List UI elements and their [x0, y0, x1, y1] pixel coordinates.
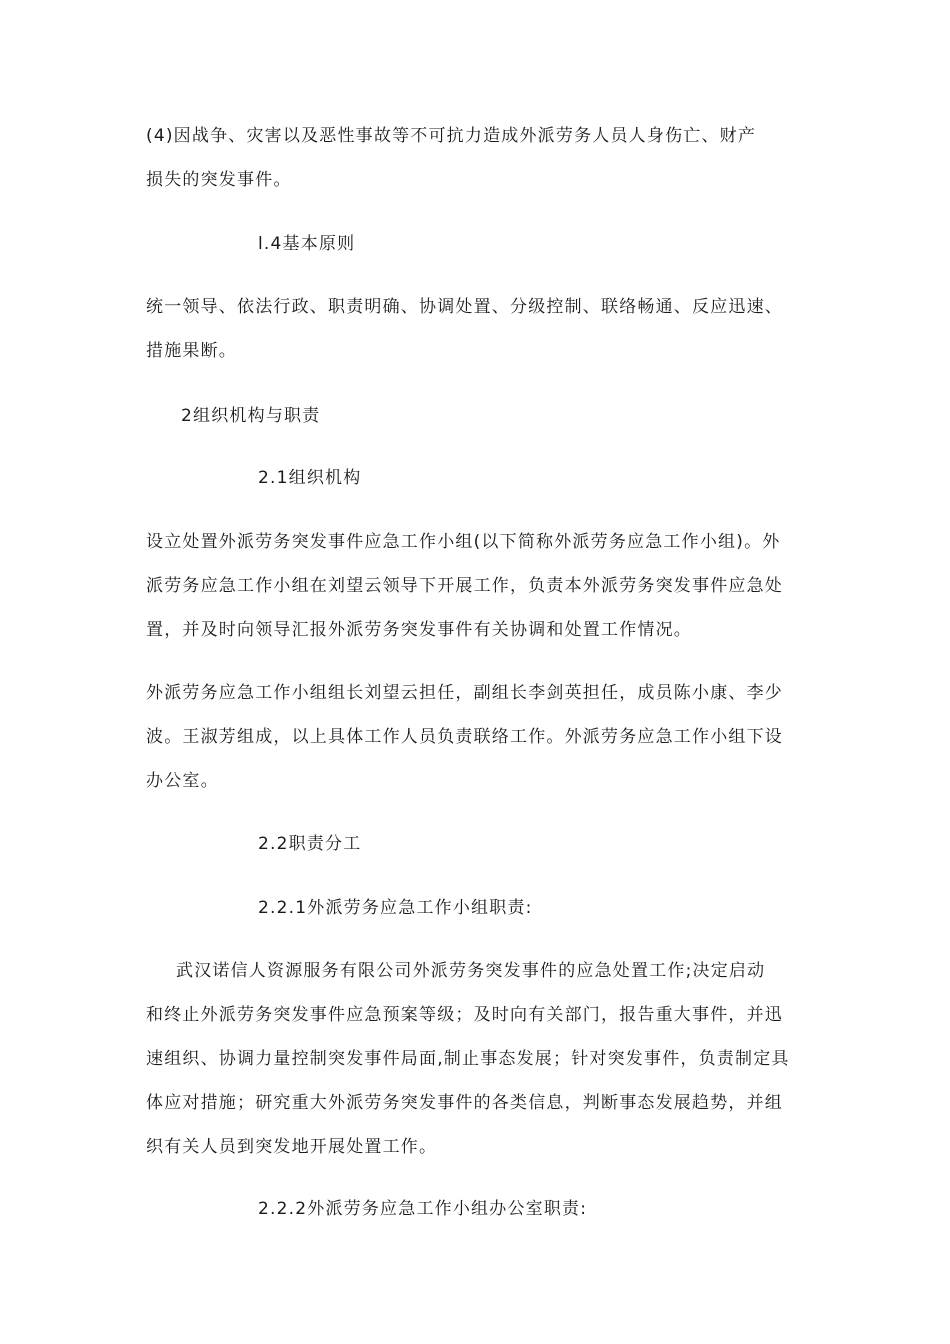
heading-2-2-2: 2.2.2外派劳务应急工作小组办公室职责:: [258, 1199, 588, 1219]
paragraph-line: 派劳务应急工作小组在刘望云领导下开展工作，负责本外派劳务突发事件应急处: [146, 576, 783, 596]
paragraph-line: 设立处置外派劳务突发事件应急工作小组(以下简称外派劳务应急工作小组)。外: [146, 532, 781, 552]
paragraph-line: 外派劳务应急工作小组组长刘望云担任，副组长李剑英担任，成员陈小康、李少: [146, 683, 783, 703]
heading-2: 2组织机构与职责: [181, 406, 321, 426]
paragraph-line: 波。王淑芳组成，以上具体工作人员负责联络工作。外派劳务应急工作小组下设: [146, 727, 783, 747]
paragraph-line: 和终止外派劳务突发事件应急预案等级；及时向有关部门，报告重大事件，并迅: [146, 1005, 783, 1025]
paragraph-line: 织有关人员到突发地开展处置工作。: [146, 1137, 438, 1157]
paragraph-line: 损失的突发事件。: [146, 170, 292, 190]
heading-2-2-1: 2.2.1外派劳务应急工作小组职责:: [258, 898, 533, 918]
heading-1-4: l.4基本原则: [258, 234, 356, 254]
heading-2-2: 2.2职责分工: [258, 834, 362, 854]
paragraph-line: (4)因战争、灾害以及恶性事故等不可抗力造成外派劳务人员人身伤亡、财产: [146, 126, 757, 146]
heading-2-1: 2.1组织机构: [258, 468, 362, 488]
paragraph-line: 武汉诺信人资源服务有限公司外派劳务突发事件的应急处置工作;决定启动: [176, 961, 766, 981]
paragraph-line: 置，并及时向领导汇报外派劳务突发事件有关协调和处置工作情况。: [146, 620, 692, 640]
paragraph-line: 统一领导、依法行政、职责明确、协调处置、分级控制、联络畅通、反应迅速、: [146, 297, 783, 317]
paragraph-line: 速组织、协调力量控制突发事件局面,制止事态发展；针对突发事件，负责制定具: [146, 1049, 790, 1069]
paragraph-line: 办公室。: [146, 771, 219, 791]
paragraph-line: 措施果断。: [146, 341, 237, 361]
paragraph-line: 体应对措施；研究重大外派劳务突发事件的各类信息，判断事态发展趋势，并组: [146, 1093, 783, 1113]
